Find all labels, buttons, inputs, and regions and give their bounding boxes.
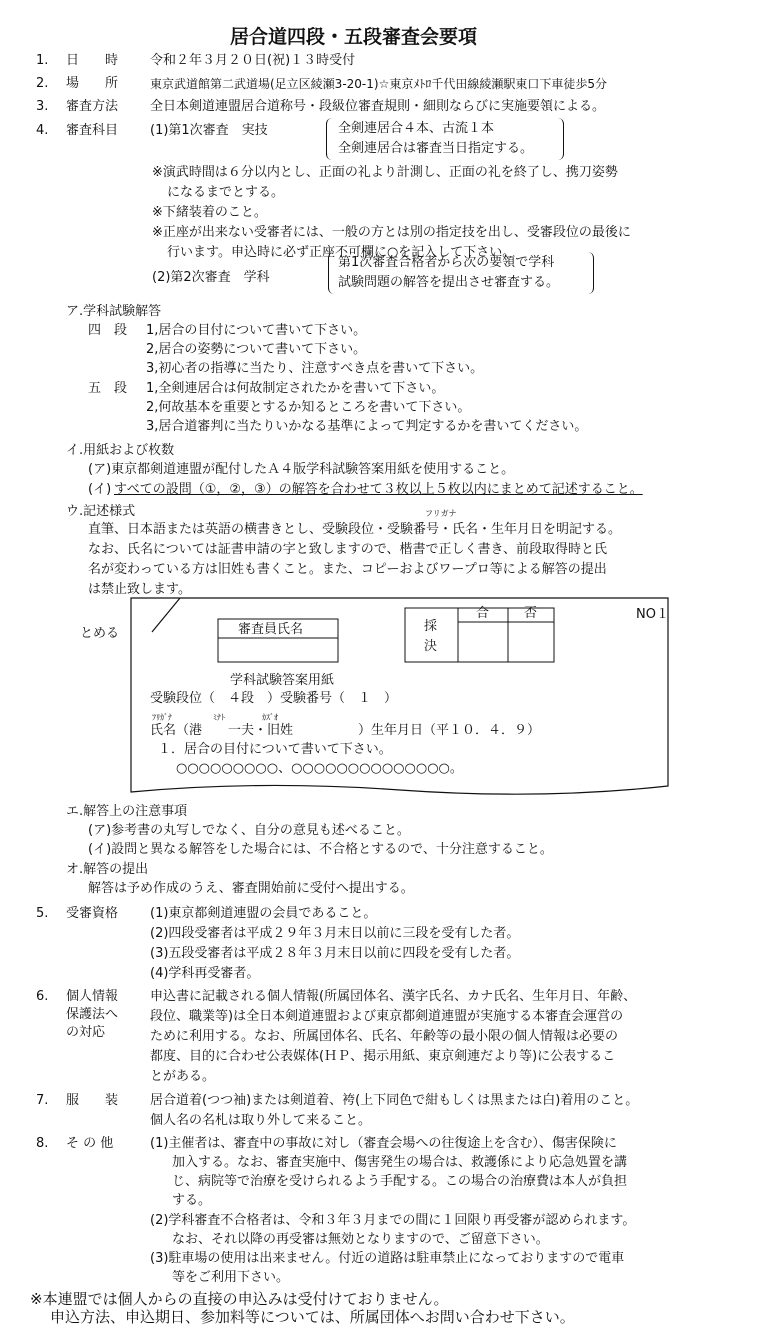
staple-label: とめる [80,626,120,641]
paragraph: 名が変わっている方は旧姓も書くこと。また、コピーおよびワープロ等による解答の提出 [88,562,607,577]
date-text: 令和２年３月２０日(祝)１３時受付 [150,53,356,68]
section-heading: オ.解答の提出 [66,862,149,877]
item-label: 日 時 [66,53,119,68]
page-title: 居合道四段・五段審査会要項 [230,26,478,48]
other-text: (1)主催者は、審査中の事故に対し（審査会場への往復途上を含む）、傷害保険に [150,1136,617,1151]
paragraph-prefix: (イ) [88,482,112,497]
item-label: 審査科目 [66,123,119,138]
dan-label: 五 段 [88,381,128,396]
judgement-label: 決 [424,639,438,654]
item-number: 2. [36,76,49,91]
sheet-line: １．居合の目付について書いて下さい。 [158,742,392,757]
other-text: 加入する。なお、審査実施中、傷害発生の場合は、救護係により応急処置を講 [172,1155,628,1170]
note: になるまでとする。 [167,185,285,200]
note: ※正座が出来ない受審者には、一般の方とは別の指定技を出し、受審段位の最後に [152,225,631,240]
paragraph: なお、氏名については証書申請の字と致しますので、楷書で正しく書き、前段取得時と氏 [88,542,607,557]
question: 1,居合の目付について書いて下さい。 [146,323,367,338]
other-text: (3)駐車場の使用は出来ません。付近の道路は駐車禁止になっておりますので電車 [150,1251,625,1266]
method-text: 全日本剣道連盟居合道称号・段級位審査規則・細則ならびに実施要領による。 [150,99,606,114]
paragraph: 解答は予め作成のうえ、審査開始前に受付へ提出する。 [88,881,414,896]
item-label: 個人情報 [66,989,119,1004]
qualification: (1)東京都剣道連盟の会員であること。 [150,906,377,921]
sheet-line: 氏名（港 一夫・旧姓 ）生年月日（平１０．４．９） [150,723,541,738]
note: ※演武時間は６分以内とし、正面の礼より計測し、正面の礼を終了し、携刀姿勢 [152,165,618,180]
item-number: 7. [36,1093,49,1108]
pass-label: 合 [476,606,490,621]
item-number: 8. [36,1136,49,1151]
fail-label: 否 [524,606,538,621]
sheet-line: ○○○○○○○○○、○○○○○○○○○○○○○○。 [176,761,463,776]
privacy-text: 都度、目的に合わせ公表媒体(ＨＰ、掲示用紙、東京剣連だより等)に公表するこ [150,1049,616,1064]
paragraph: は禁止致します。 [88,582,191,597]
privacy-text: 段位、職業等)は全日本剣道連盟および東京都剣道連盟が実施する本審査会運営の [150,1009,624,1024]
footer-notice: ※本連盟では個人からの直接の申込みは受付けておりません。 [30,1290,449,1308]
paragraph: (イ)設問と異なる解答をした場合には、不合格とするので、十分注意すること。 [88,842,553,857]
sheet-line: 受験段位（ ４段 ）受験番号（ １ ） [150,691,398,706]
item-label: 場 所 [66,76,119,91]
item-number: 4. [36,123,49,138]
qualification: (3)五段受審者は平成２８年３月末日以前に四段を受有した者。 [150,946,520,961]
furigana: ﾐﾅﾄ [213,713,225,722]
item-number: 1. [36,53,49,68]
venue-text: 東京武道館第二武道場(足立区綾瀬3-20-1)☆東京ﾒﾄﾛ千代田線綾瀬駅東口下車徒歩5分 [150,77,607,91]
section-heading: ア.学科試験解答 [66,304,162,319]
section-heading: エ.解答上の注意事項 [66,804,188,819]
note: 行います。申込時に必ず正座不可欄に○を記入して下さい。 [167,245,516,260]
underlined-rule: すべての設問（①，②，③）の解答を合わせて３枚以上５枚以内にまとめて記述すること。 [114,482,643,497]
section-heading: ウ.記述様式 [66,504,136,519]
question: 3,居合道審判に当たりいかなる基準によって判定するかを書いてください。 [146,419,588,434]
item-label: 服 装 [66,1093,119,1108]
item-number: 5. [36,906,49,921]
attire-text: 居合道着(つつ袖)または剣道着、袴(上下同色で紺もしくは黒または白)着用のこと。 [150,1093,639,1108]
dan-label: 四 段 [88,323,128,338]
first-exam-detail: 全剣連居合は審査当日指定する。 [338,141,534,156]
furigana: ﾌﾘｶﾞﾅ [152,713,172,722]
first-exam-detail: 全剣連居合４本、古流１本 [338,121,495,136]
note: ※下緒装着のこと。 [152,205,267,220]
other-text: (2)学科審査不合格者は、令和３年３月までの間に１回限り再受審が認められます。 [150,1213,636,1228]
item-label: の対応 [66,1025,106,1040]
other-text: する。 [172,1193,212,1208]
second-exam-detail: 第1次審査合格者から次の要領で学科 [338,255,555,270]
footer-notice: 申込方法、申込期日、参加料等については、所属団体へお問い合わせ下さい。 [50,1308,575,1326]
furigana: フリガナ [425,509,457,518]
paragraph: (ア)参考書の丸写しでなく、自分の意見も述べること。 [88,823,410,838]
paragraph: (ア)東京都剣道連盟が配付したＡ４版学科試験答案用紙を使用すること。 [88,462,515,477]
other-text: なお、それ以降の再受審は無効となりますので、ご留意下さい。 [172,1232,549,1247]
judgement-label: 採 [424,619,438,634]
item-number: 6. [36,989,49,1004]
furigana: ｶｽﾞｵ [262,713,278,722]
other-text: 等をご利用下さい。 [172,1270,290,1285]
qualification: (4)学科再受審者。 [150,966,260,981]
item-label: そ の 他 [66,1136,114,1151]
qualification: (2)四段受審者は平成２９年３月末日以前に三段を受有した者。 [150,926,520,941]
question: 2,何故基本を重要とするか知るところを書いて下さい。 [146,400,471,415]
item-number: 3. [36,99,49,114]
question: 1,全剣連居合は何故制定されたかを書いて下さい。 [146,381,445,396]
second-exam: (2)第2次審査 学科 [152,270,270,285]
examiner-name-label: 審査員氏名 [238,622,304,637]
first-exam: (1)第1次審査 実技 [150,123,268,138]
question: 3,初心者の指導に当たり、注意すべき点を書いて下さい。 [146,361,484,376]
sheet-number: NO１ [636,607,669,622]
privacy-text: とがある。 [150,1069,216,1084]
question: 2,居合の姿勢について書いて下さい。 [146,342,367,357]
paragraph: 直筆、日本語または英語の横書きとし、受験段位・受験番号・氏名・生年月日を明記する。 [88,522,622,537]
section-heading: イ.用紙および枚数 [66,443,175,458]
privacy-text: 申込書に記載される個人情報(所属団体名、漢字氏名、カナ氏名、生年月日、年齢、 [150,989,637,1004]
item-label: 受審資格 [66,906,119,921]
second-exam-detail: 試験問題の解答を提出させ審査する。 [338,275,560,290]
privacy-text: ために利用する。なお、所属団体名、氏名、年齢等の最小限の個人情報は必要の [150,1029,619,1044]
other-text: じ、病院等で治療を受けられるよう手配する。この場合の治療費は本人が負担 [172,1174,628,1189]
item-label: 保護法へ [66,1007,119,1022]
item-label: 審査方法 [66,99,119,114]
attire-text: 個人名の名札は取り外して来ること。 [150,1113,372,1128]
sheet-title: 学科試験答案用紙 [230,673,335,688]
